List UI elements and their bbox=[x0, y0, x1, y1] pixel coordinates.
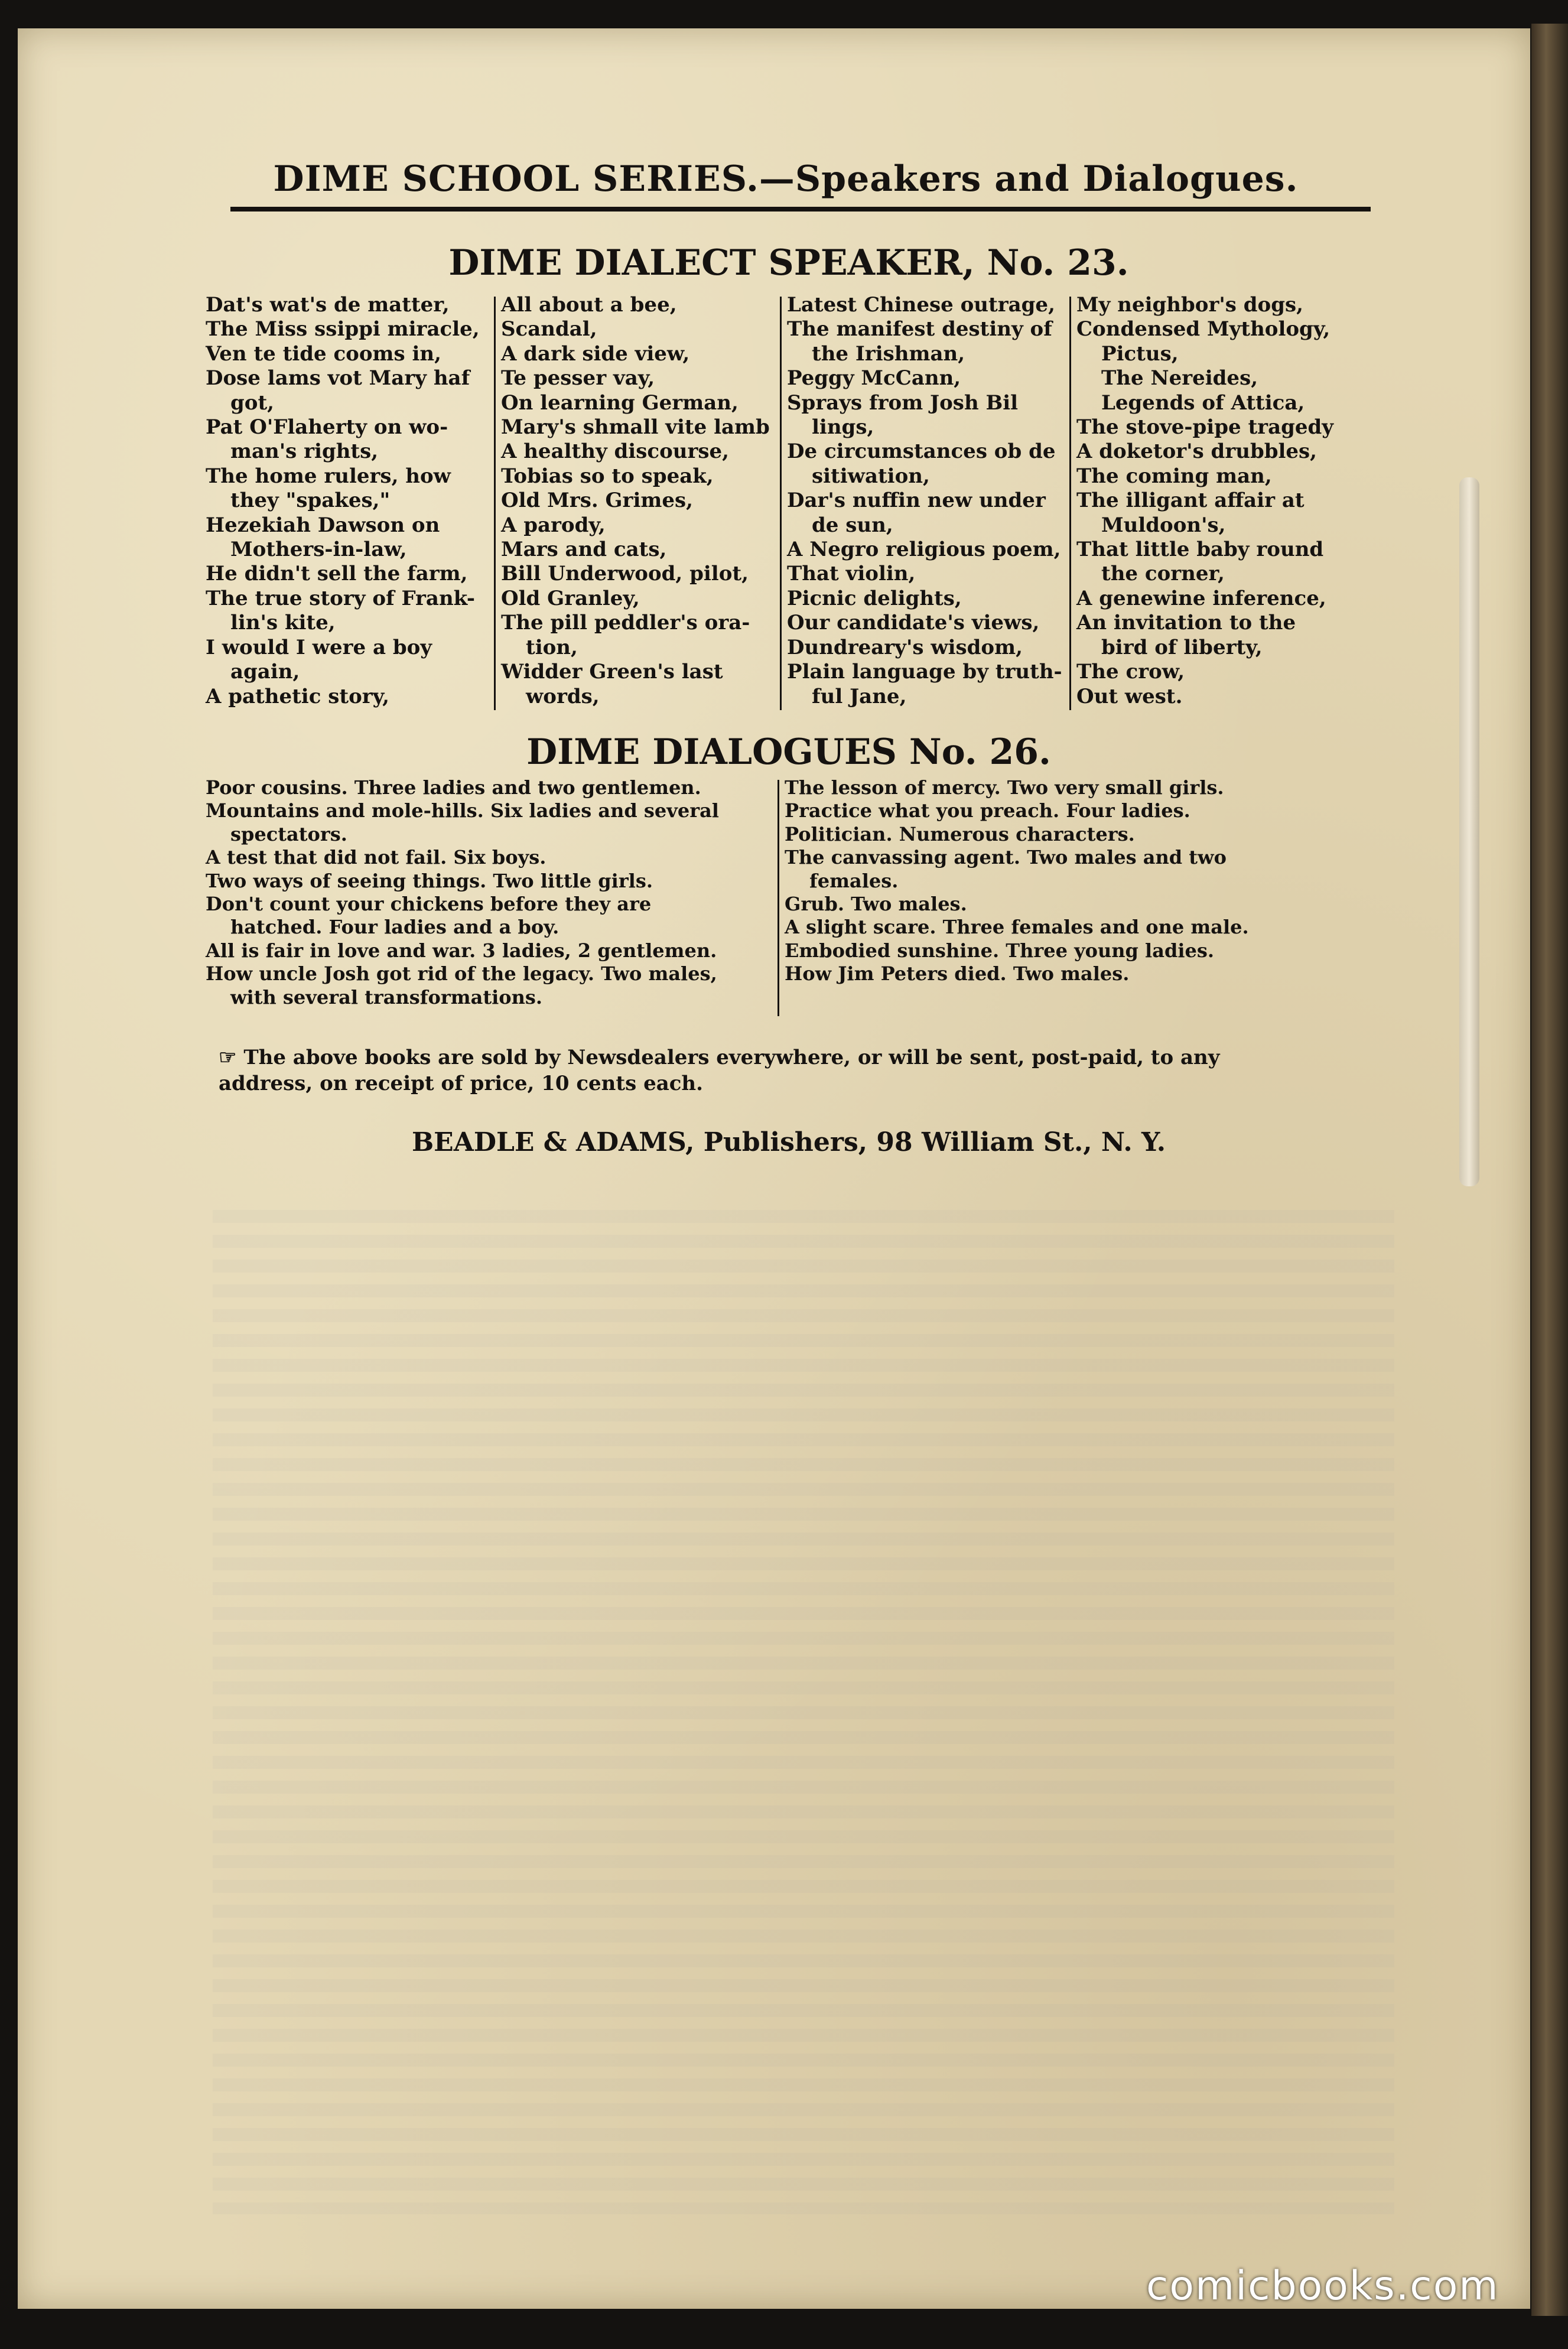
speaker-title: DIME DIALECT SPEAKER, No. 23. bbox=[448, 242, 1129, 284]
entry-line: Pat O'Flaherty on wo- bbox=[206, 415, 448, 440]
dialogues-title: DIME DIALOGUES No. 26. bbox=[526, 731, 1051, 773]
entry-line: Dar's nuffin new under bbox=[787, 489, 1046, 513]
dialogues-column-2 bbox=[785, 776, 1249, 986]
entry-line: A test that did not fail. Six boys. bbox=[206, 846, 546, 869]
entry-line: Picnic delights, bbox=[787, 586, 962, 610]
entry-line: Pictus, bbox=[1101, 341, 1179, 366]
entry-line: The home rulers, how bbox=[206, 464, 451, 488]
binding-string bbox=[1459, 477, 1479, 1186]
entry-line: Tobias so to speak, bbox=[501, 464, 714, 488]
entry-line: All is fair in love and war. 3 ladies, 2 gentlemen. bbox=[206, 939, 717, 962]
entry-line: females. bbox=[809, 869, 899, 892]
column-divider bbox=[780, 297, 782, 710]
entry-line: Two ways of seeing things. Two little girls. bbox=[206, 869, 653, 892]
dialogues-column-1 bbox=[206, 776, 719, 1009]
page bbox=[18, 28, 1530, 2309]
entry-line: That little baby round bbox=[1076, 538, 1324, 562]
entry-line: man's rights, bbox=[230, 440, 379, 464]
entry-line: A slight scare. Three females and one male. bbox=[785, 916, 1249, 939]
entry-line: got, bbox=[230, 391, 274, 415]
entry-line: How uncle Josh got rid of the legacy. Two males, bbox=[206, 962, 717, 985]
entry-line: A dark side view, bbox=[501, 341, 690, 366]
entry-line: the corner, bbox=[1101, 562, 1225, 586]
entry-line: Poor cousins. Three ladies and two gentlemen. bbox=[206, 776, 701, 799]
entry-line: The pill peddler's ora- bbox=[501, 611, 750, 635]
entry-line: Te pesser vay, bbox=[501, 366, 655, 391]
entry-line: The illigant affair at bbox=[1076, 489, 1305, 513]
entry-line: tion, bbox=[526, 635, 578, 659]
entry-line: with several transformations. bbox=[230, 985, 543, 1008]
entry-line: The Miss ssippi miracle, bbox=[206, 317, 480, 341]
entry-line: The lesson of mercy. Two very small girls. bbox=[785, 776, 1224, 799]
site-watermark: comicbooks.com bbox=[1146, 2263, 1499, 2309]
bleed-through-lines bbox=[213, 1210, 1394, 2214]
entry-line: The crow, bbox=[1076, 660, 1185, 684]
entry-line: the Irishman, bbox=[812, 341, 965, 366]
entry-line: ful Jane, bbox=[812, 684, 907, 708]
entry-line: Widder Green's last bbox=[501, 660, 723, 684]
entry-line: All about a bee, bbox=[501, 293, 677, 317]
entry-line: A healthy discourse, bbox=[501, 440, 729, 464]
speaker-column-2 bbox=[501, 293, 770, 709]
entry-line: Legends of Attica, bbox=[1101, 391, 1305, 415]
entry-line: Old Granley, bbox=[501, 586, 640, 610]
entry-line: Embodied sunshine. Three young ladies. bbox=[785, 939, 1214, 962]
entry-line: again, bbox=[230, 660, 300, 684]
entry-line: Don't count your chickens before they are bbox=[206, 893, 652, 916]
entry-line: That violin, bbox=[787, 562, 916, 586]
entry-line: sitiwation, bbox=[812, 464, 930, 488]
entry-line: Our candidate's views, bbox=[787, 611, 1040, 635]
entry-line: De circumstances ob de bbox=[787, 440, 1056, 464]
entry-line: A pathetic story, bbox=[206, 684, 390, 708]
entry-line: they "spakes," bbox=[230, 489, 391, 513]
entry-line: Practice what you preach. Four ladies. bbox=[785, 799, 1190, 822]
entry-line: Grub. Two males. bbox=[785, 893, 967, 916]
book-spine-edge bbox=[1531, 24, 1568, 2316]
entry-line: My neighbor's dogs, bbox=[1076, 293, 1303, 317]
entry-line: hatched. Four ladies and a boy. bbox=[230, 916, 559, 939]
entry-line: A genewine inference, bbox=[1076, 586, 1326, 610]
column-divider bbox=[494, 297, 496, 710]
speaker-column-4 bbox=[1076, 293, 1333, 709]
entry-line: The Nereides, bbox=[1101, 366, 1258, 391]
entry-line: spectators. bbox=[230, 822, 347, 845]
entry-line: The coming man, bbox=[1076, 464, 1272, 488]
entry-line: Politician. Numerous characters. bbox=[785, 822, 1135, 845]
entry-line: A doketor's drubbles, bbox=[1076, 440, 1317, 464]
entry-line: bird of liberty, bbox=[1101, 635, 1263, 659]
entry-line: The manifest destiny of bbox=[787, 317, 1052, 341]
entry-line: words, bbox=[526, 684, 600, 708]
entry-line: Mary's shmall vite lamb bbox=[501, 415, 770, 440]
header-rule bbox=[230, 207, 1371, 212]
entry-line: He didn't sell the farm, bbox=[206, 562, 468, 586]
entry-line: lin's kite, bbox=[230, 611, 336, 635]
entry-line: Scandal, bbox=[501, 317, 597, 341]
entry-line: I would I were a boy bbox=[206, 635, 432, 659]
publisher-imprint: BEADLE & ADAMS, Publishers, 98 William St., N. Y. bbox=[411, 1127, 1166, 1157]
entry-line: lings, bbox=[812, 415, 874, 440]
entry-line: How Jim Peters died. Two males. bbox=[785, 962, 1130, 985]
entry-line: Mothers-in-law, bbox=[230, 538, 407, 562]
entry-line: Out west. bbox=[1076, 684, 1183, 708]
entry-line: A parody, bbox=[501, 513, 606, 537]
entry-line: Old Mrs. Grimes, bbox=[501, 489, 693, 513]
entry-line: Mountains and mole-hills. Six ladies and several bbox=[206, 799, 719, 822]
entry-line: Dundreary's wisdom, bbox=[787, 635, 1023, 659]
entry-line: Dat's wat's de matter, bbox=[206, 293, 450, 317]
entry-line: Hezekiah Dawson on bbox=[206, 513, 440, 537]
column-divider bbox=[1069, 297, 1071, 710]
entry-line: An invitation to the bbox=[1076, 611, 1296, 635]
order-note-line-1: ☞ The above books are sold by Newsdealers everywhere, or will be sent, post-paid, to any bbox=[219, 1046, 1220, 1069]
entry-line: Muldoon's, bbox=[1101, 513, 1226, 537]
entry-line: Condensed Mythology, bbox=[1076, 317, 1330, 341]
entry-line: Dose lams vot Mary haf bbox=[206, 366, 470, 391]
speaker-column-3 bbox=[787, 293, 1062, 709]
entry-line: A Negro religious poem, bbox=[787, 538, 1061, 562]
entry-line: On learning German, bbox=[501, 391, 739, 415]
order-note-line-2: address, on receipt of price, 10 cents each. bbox=[219, 1072, 703, 1095]
entry-line: Mars and cats, bbox=[501, 538, 667, 562]
entry-line: Sprays from Josh Bil bbox=[787, 391, 1019, 415]
entry-line: de sun, bbox=[812, 513, 893, 537]
entry-line: The stove-pipe tragedy bbox=[1076, 415, 1334, 440]
column-divider bbox=[778, 780, 779, 1016]
speaker-column-1 bbox=[206, 293, 480, 709]
entry-line: The canvassing agent. Two males and two bbox=[785, 846, 1227, 869]
entry-line: Peggy McCann, bbox=[787, 366, 961, 391]
page-header: DIME SCHOOL SERIES.—Speakers and Dialogues. bbox=[273, 158, 1299, 200]
entry-line: Plain language by truth- bbox=[787, 660, 1062, 684]
entry-line: Ven te tide cooms in, bbox=[206, 341, 441, 366]
entry-line: The true story of Frank- bbox=[206, 586, 475, 610]
entry-line: Bill Underwood, pilot, bbox=[501, 562, 749, 586]
entry-line: Latest Chinese outrage, bbox=[787, 293, 1055, 317]
